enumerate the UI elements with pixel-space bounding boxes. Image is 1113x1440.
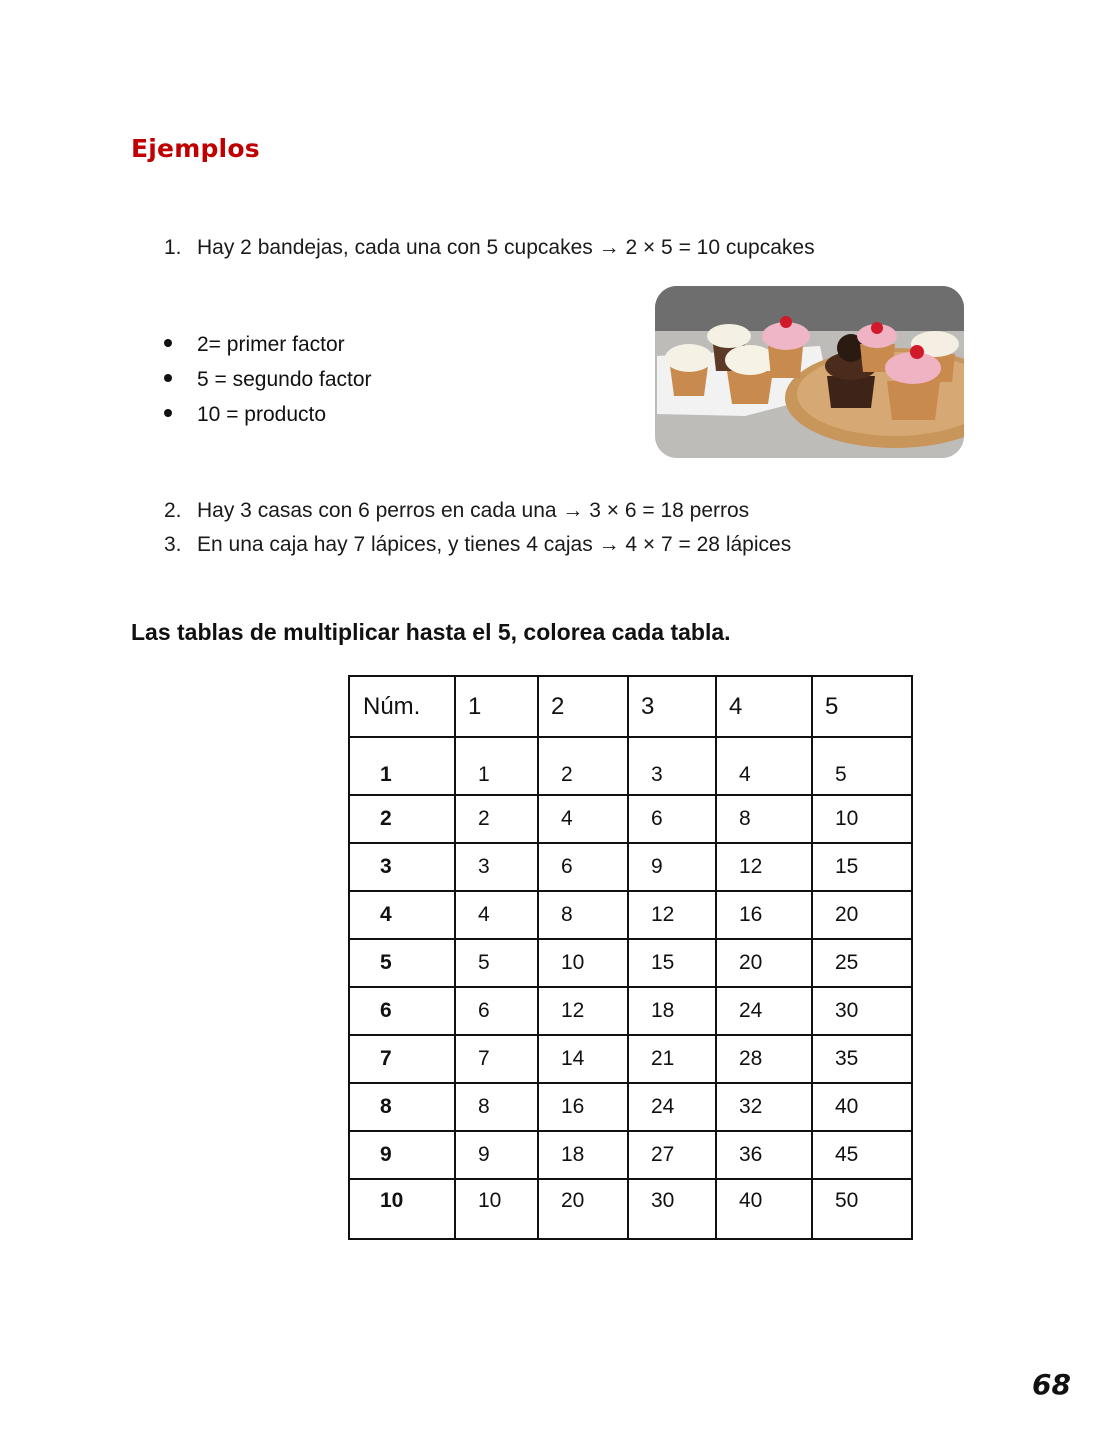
bullet-item [164, 368, 372, 403]
table-cell[interactable]: 3 [628, 737, 716, 795]
table-cell[interactable]: 8 [716, 795, 812, 843]
table-cell[interactable]: 35 [812, 1035, 912, 1083]
bullet-icon [164, 374, 172, 382]
header-cell: 5 [812, 676, 912, 737]
table-cell[interactable]: 15 [628, 939, 716, 987]
bullet-icon [164, 339, 172, 347]
factor-bullet-list [164, 333, 372, 438]
bullet-text: 5 = segundo factor [197, 368, 372, 391]
section-heading-ejemplos: Ejemplos [131, 134, 260, 163]
table-cell[interactable]: 50 [812, 1179, 912, 1239]
example-text: Hay 3 casas con 6 perros en cada una → 3 × 6 = 18 perros [197, 499, 750, 522]
table-cell[interactable]: 21 [628, 1035, 716, 1083]
example-number: 2. [164, 499, 182, 522]
header-cell: Núm. [349, 676, 455, 737]
table-cell[interactable]: 4 [455, 891, 538, 939]
row-header-cell: 6 [349, 987, 455, 1035]
table-cell[interactable]: 24 [716, 987, 812, 1035]
table-cell[interactable]: 4 [538, 795, 628, 843]
table-cell[interactable]: 20 [716, 939, 812, 987]
table-cell[interactable]: 12 [538, 987, 628, 1035]
table-cell[interactable]: 14 [538, 1035, 628, 1083]
table-row[interactable] [349, 795, 912, 843]
table-cell[interactable]: 6 [455, 987, 538, 1035]
table-cell[interactable]: 8 [538, 891, 628, 939]
table-cell[interactable]: 25 [812, 939, 912, 987]
bullet-text: 10 = producto [197, 403, 327, 426]
table-cell[interactable]: 18 [628, 987, 716, 1035]
table-cell[interactable]: 10 [812, 795, 912, 843]
table-cell[interactable]: 20 [812, 891, 912, 939]
table-cell[interactable]: 30 [812, 987, 912, 1035]
table-cell[interactable]: 8 [455, 1083, 538, 1131]
table-cell[interactable]: 1 [455, 737, 538, 795]
table-cell[interactable]: 3 [455, 843, 538, 891]
table-cell[interactable]: 40 [812, 1083, 912, 1131]
table-cell[interactable]: 27 [628, 1131, 716, 1179]
bullet-item [164, 333, 372, 368]
table-row[interactable] [349, 1179, 912, 1239]
table-row[interactable] [349, 843, 912, 891]
table-row[interactable] [349, 1035, 912, 1083]
cupcakes-illustration [655, 286, 964, 458]
bullet-item [164, 403, 372, 438]
table-cell[interactable]: 18 [538, 1131, 628, 1179]
table-header-row [349, 676, 912, 737]
row-header-cell: 9 [349, 1131, 455, 1179]
table-row[interactable] [349, 939, 912, 987]
row-header-cell: 2 [349, 795, 455, 843]
table-cell[interactable]: 15 [812, 843, 912, 891]
table-cell[interactable]: 28 [716, 1035, 812, 1083]
table-row[interactable] [349, 737, 912, 795]
example-text: Hay 2 bandejas, cada una con 5 cupcakes → 2 × 5 = 10 cupcakes [197, 236, 815, 259]
table-cell[interactable]: 5 [812, 737, 912, 795]
table-row[interactable] [349, 987, 912, 1035]
table-cell[interactable]: 16 [538, 1083, 628, 1131]
row-header-cell: 5 [349, 939, 455, 987]
row-header-cell: 1 [349, 737, 455, 795]
bullet-text: 2= primer factor [197, 333, 345, 356]
table-cell[interactable]: 12 [628, 891, 716, 939]
table-row[interactable] [349, 1131, 912, 1179]
table-cell[interactable]: 6 [538, 843, 628, 891]
row-header-cell: 10 [349, 1179, 455, 1239]
table-cell[interactable]: 5 [455, 939, 538, 987]
header-cell: 1 [455, 676, 538, 737]
header-cell: 4 [716, 676, 812, 737]
table-cell[interactable]: 10 [538, 939, 628, 987]
row-header-cell: 3 [349, 843, 455, 891]
table-cell[interactable]: 4 [716, 737, 812, 795]
table-cell[interactable]: 36 [716, 1131, 812, 1179]
table-cell[interactable]: 32 [716, 1083, 812, 1131]
table-cell[interactable]: 20 [538, 1179, 628, 1239]
table-cell[interactable]: 24 [628, 1083, 716, 1131]
header-cell: 3 [628, 676, 716, 737]
row-header-cell: 4 [349, 891, 455, 939]
table-cell[interactable]: 2 [538, 737, 628, 795]
multiplication-tables-title: Las tablas de multiplicar hasta el 5, colorea cada tabla. [131, 619, 731, 645]
table-row[interactable] [349, 891, 912, 939]
table-cell[interactable]: 16 [716, 891, 812, 939]
table-cell[interactable]: 45 [812, 1131, 912, 1179]
example-2 [164, 499, 749, 523]
example-1 [164, 236, 815, 260]
table-cell[interactable]: 7 [455, 1035, 538, 1083]
table-cell[interactable]: 2 [455, 795, 538, 843]
table-cell[interactable]: 12 [716, 843, 812, 891]
table-row[interactable] [349, 1083, 912, 1131]
example-number: 1. [164, 236, 182, 259]
table-cell[interactable]: 40 [716, 1179, 812, 1239]
header-cell: 2 [538, 676, 628, 737]
row-header-cell: 8 [349, 1083, 455, 1131]
table-cell[interactable]: 9 [455, 1131, 538, 1179]
table-cell[interactable]: 6 [628, 795, 716, 843]
multiplication-table [348, 675, 913, 1240]
table-cell[interactable]: 9 [628, 843, 716, 891]
table-cell[interactable]: 10 [455, 1179, 538, 1239]
bullet-icon [164, 409, 172, 417]
example-number: 3. [164, 533, 182, 556]
row-header-cell: 7 [349, 1035, 455, 1083]
page-number: 68 [1032, 1368, 1071, 1401]
cupcakes-photo [655, 286, 964, 458]
table-cell[interactable]: 30 [628, 1179, 716, 1239]
example-3 [164, 533, 791, 557]
example-text: En una caja hay 7 lápices, y tienes 4 cajas → 4 × 7 = 28 lápices [197, 533, 792, 556]
